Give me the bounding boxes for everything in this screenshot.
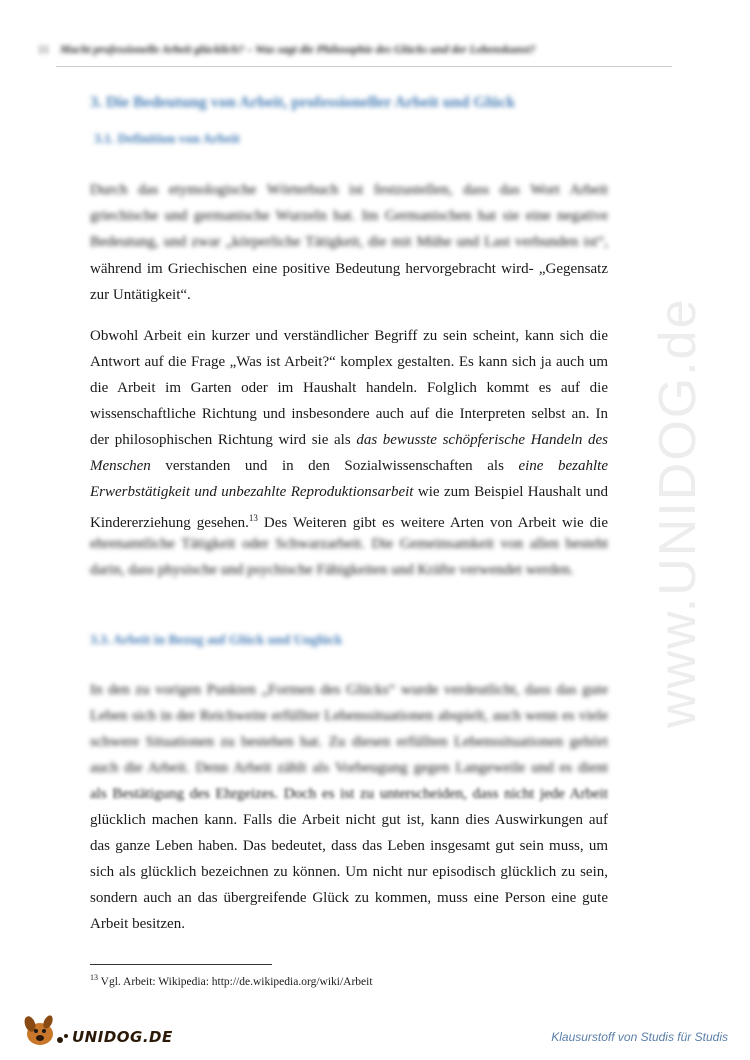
paragraph-line: sondern auch an das übergreifende Glück zu kommen, muss eine Person eine gute (90, 890, 608, 906)
paragraph-line: Leben sich in der Reichweite erfüllter Lebenssituationen abspielt, auch wenn es viele (90, 708, 608, 724)
paragraph-line: griechische und germanische Wurzeln hat. Im Germanischen hat sie eine negative (90, 208, 608, 224)
watermark: www.UNIDOG.de (649, 297, 707, 728)
paragraph-line (90, 456, 608, 476)
running-header (38, 44, 672, 56)
emphasis: das bewusste schöpferische Handeln des (356, 432, 608, 448)
paragraph-line: Antwort auf die Frage „Was ist Arbeit?“ komplex gestalten. Es kann sich ja auch um (90, 354, 608, 370)
text-run: Des Weiteren gibt es weitere Arten von Arbeit wie die (257, 515, 608, 531)
paragraph-line: sich als glücklich bezeichnen zu können. Um nicht nur episodisch glücklich zu sein, (90, 864, 608, 880)
paragraph-line: Arbeit besitzen. (90, 916, 185, 932)
emphasis: eine bezahlte (518, 458, 608, 474)
paragraph-line: darin, dass physische und psychische Fähigkeiten und Kräfte verwendet werden. (90, 562, 574, 578)
text-run: verstanden und in den Sozialwissenschaften als (150, 458, 519, 474)
text-run: Kindererziehung gesehen. (90, 515, 249, 531)
footnote (90, 973, 373, 988)
paragraph-line: In den zu vorigen Punkten „Formen des Glücks“ wurde verdeutlicht, dass das gute (90, 682, 608, 698)
section-heading: 3. Die Bedeutung von Arbeit, professioneller Arbeit und Glück (90, 94, 516, 111)
text-run: wie zum Beispiel Haushalt und (413, 484, 608, 500)
subsection-heading-glueck: 3.3. Arbeit in Bezug auf Glück und Unglück (90, 632, 343, 647)
footnote-divider (90, 964, 272, 965)
paragraph-line (90, 482, 608, 502)
paragraph-line: wissenschaftliche Richtung und insbesondere auch auf die Interpreten selbst an. In (90, 406, 608, 422)
paragraph-line: ehrenamtliche Tätigkeit oder Schwarzarbeit. Die Gemeinsamkeit von allen besteht (90, 536, 608, 552)
emphasis: Erwerbstätigkeit und unbezahlte Reproduktionsarbeit (90, 484, 414, 500)
paragraph-line: Bedeutung, und zwar „körperliche Tätigkeit, die mit Mühe und Last verbunden ist“, (90, 234, 608, 250)
paragraph-line: als Bestätigung des Ehrgeizes. Doch es ist zu unterscheiden, dass nicht jede Arbeit (90, 786, 608, 802)
paragraph-line: glücklich machen kann. Falls die Arbeit nicht gut ist, kann dies Auswirkungen auf (90, 812, 608, 828)
logo-text: UNIDOG.DE (72, 1028, 173, 1046)
paragraph-line: die Arbeit im Garten oder im Haushalt handeln. Folglich kommt es auf die (90, 380, 608, 396)
subsection-heading-definition: 3.1. Definition von Arbeit (94, 131, 240, 146)
paragraph-line: während im Griechischen eine positive Bedeutung hervorgebracht wird- „Gegensatz (90, 261, 608, 277)
paragraph-line: Durch das etymologische Wörterbuch ist festzustellen, dass das Wort Arbeit (90, 182, 608, 198)
header-divider (56, 66, 672, 67)
tagline: Klausurstoff von Studis für Studis (551, 1030, 728, 1044)
paragraph-line (90, 430, 608, 450)
paragraph-line: das ganze Leben haben. Das bedeutet, dass das Leben insgesamt gut sein muss, um (90, 838, 608, 854)
footnote-number: 13 (90, 973, 98, 982)
footnote-ref: 13 (248, 513, 258, 523)
page-number: 11 (38, 44, 50, 56)
paragraph-line: schwere Situationen zu bestehen hat. Zu diesen erfüllten Lebenssituationen gehört (90, 734, 608, 750)
paragraph-line: auch die Arbeit. Denn Arbeit zählt als Vorbeugung gegen Langeweile und es dient (90, 760, 608, 776)
footnote-text: Vgl. Arbeit: Wikipedia: http://de.wikipedia.org/wiki/Arbeit (98, 975, 373, 988)
emphasis: Menschen (90, 458, 151, 474)
paragraph-line: Obwohl Arbeit ein kurzer und verständlicher Begriff zu sein scheint, kann sich die (90, 328, 608, 344)
header-title: Macht professionelle Arbeit glücklich? – Was sagt die Philosophie des Glücks und der Lebenskunst? (60, 44, 536, 56)
text-run: der philosophischen Richtung wird sie als (90, 432, 357, 448)
unidog-logo[interactable] (22, 1014, 173, 1048)
paragraph-line: zur Untätigkeit“. (90, 287, 191, 303)
paragraph-line (90, 508, 608, 531)
